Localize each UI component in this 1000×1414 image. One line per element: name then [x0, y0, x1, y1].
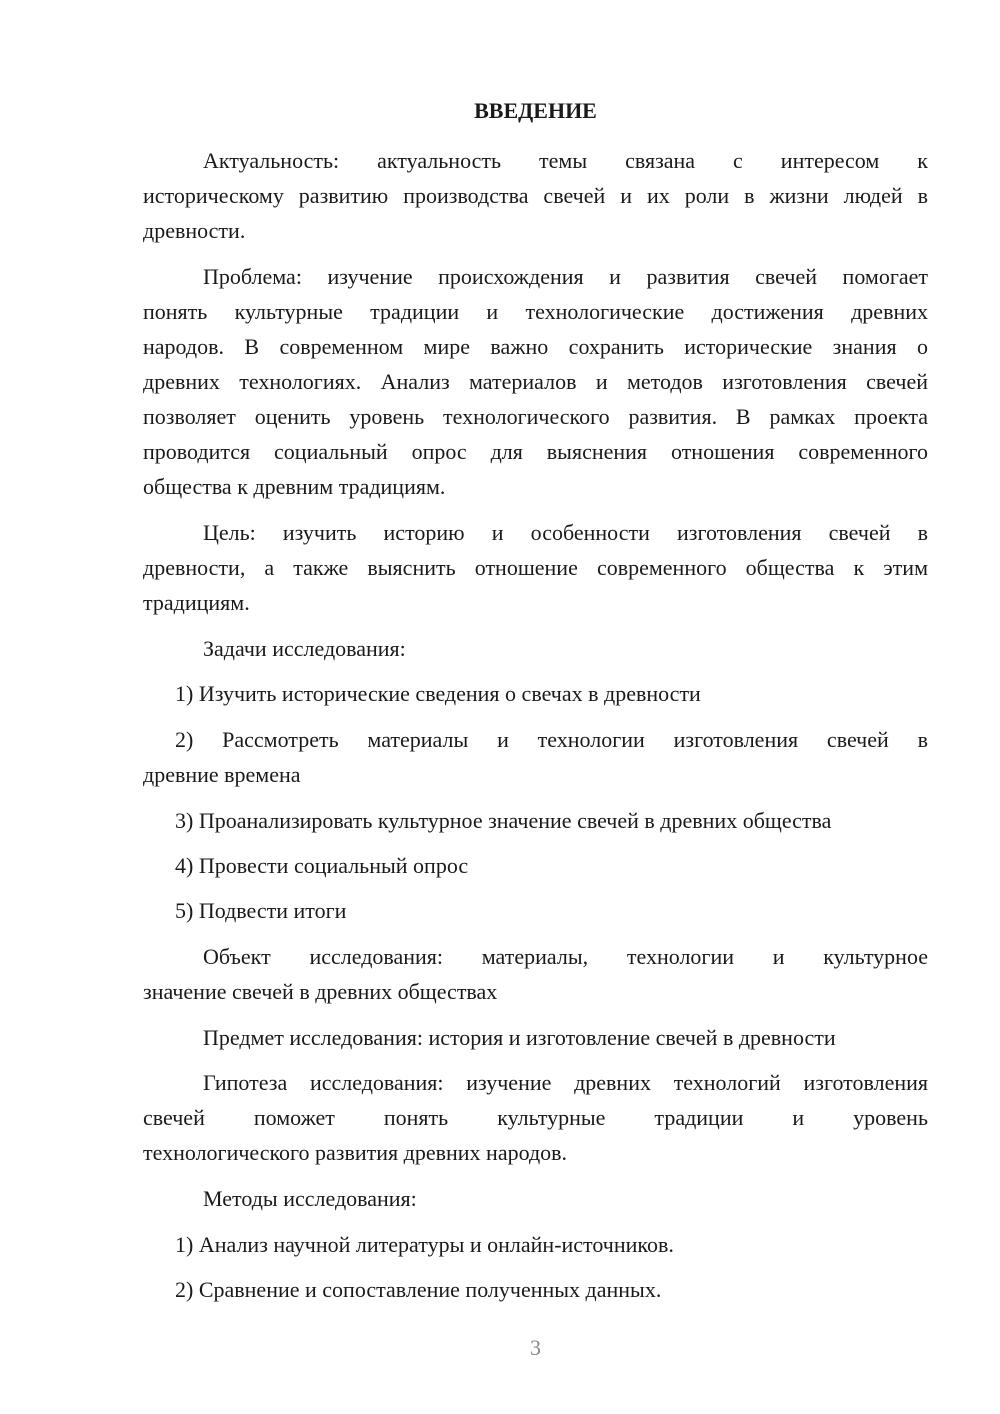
hypothesis-line-2: свечей поможет понять культурные традиции и уровень — [143, 1105, 928, 1130]
relevance-line-1: Актуальность: актуальность темы связана с интересом к — [203, 148, 928, 173]
page-title: ВВЕДЕНИЕ — [474, 98, 597, 123]
task-item-4: 4) Провести социальный опрос — [175, 853, 469, 878]
method-item-2: 2) Сравнение и сопоставление полученных данных. — [175, 1277, 662, 1302]
relevance-paragraph — [143, 143, 928, 248]
problem-line-1: Проблема: изучение происхождения и развития свечей помогает — [203, 264, 928, 289]
task-item-1: 1) Изучить исторические сведения о свечах в древности — [175, 681, 701, 706]
problem-line-6: проводится социальный опрос для выяснения отношения современного — [143, 439, 928, 464]
goal-line-3: традициям. — [143, 590, 250, 615]
task-item-5: 5) Подвести итоги — [175, 898, 347, 923]
goal-paragraph — [143, 515, 928, 620]
task-item-2-line-2: древние времена — [143, 762, 301, 787]
problem-line-7: общества к древним традициям. — [143, 474, 446, 499]
methods-heading: Методы исследования: — [203, 1186, 417, 1211]
goal-line-2: древности, а также выяснить отношение современного общества к этим — [143, 555, 928, 580]
hypothesis-line-3: технологического развития древних народов. — [143, 1140, 568, 1165]
object-line-1: Объект исследования: материалы, технологии и культурное — [203, 944, 928, 969]
problem-line-5: позволяет оценить уровень технологического развития. В рамках проекта — [143, 404, 928, 429]
relevance-line-3: древности. — [143, 218, 246, 243]
task-item-3: 3) Проанализировать культурное значение свечей в древних общества — [175, 808, 832, 833]
problem-line-2: понять культурные традиции и технологические достижения древних — [143, 299, 928, 324]
task-item-2 — [143, 722, 928, 792]
document-page — [143, 0, 928, 1414]
method-item-1: 1) Анализ научной литературы и онлайн-источников. — [175, 1232, 674, 1257]
problem-line-4: древних технологиях. Анализ материалов и методов изготовления свечей — [143, 369, 928, 394]
relevance-line-2: историческому развитию производства свечей и их роли в жизни людей в — [143, 183, 928, 208]
subject-paragraph: Предмет исследования: история и изготовление свечей в древности — [203, 1025, 836, 1050]
object-line-2: значение свечей в древних обществах — [143, 979, 498, 1004]
hypothesis-line-1: Гипотеза исследования: изучение древних технологий изготовления — [203, 1070, 928, 1095]
goal-line-1: Цель: изучить историю и особенности изготовления свечей в — [203, 520, 928, 545]
problem-paragraph — [143, 259, 928, 504]
hypothesis-paragraph — [143, 1065, 928, 1170]
problem-line-3: народов. В современном мире важно сохранить исторические знания о — [143, 334, 928, 359]
page-number: 3 — [530, 1335, 541, 1360]
tasks-heading: Задачи исследования: — [203, 636, 406, 661]
task-item-2-line-1: 2) Рассмотреть материалы и технологии изготовления свечей в — [175, 727, 928, 752]
object-paragraph — [143, 939, 928, 1009]
